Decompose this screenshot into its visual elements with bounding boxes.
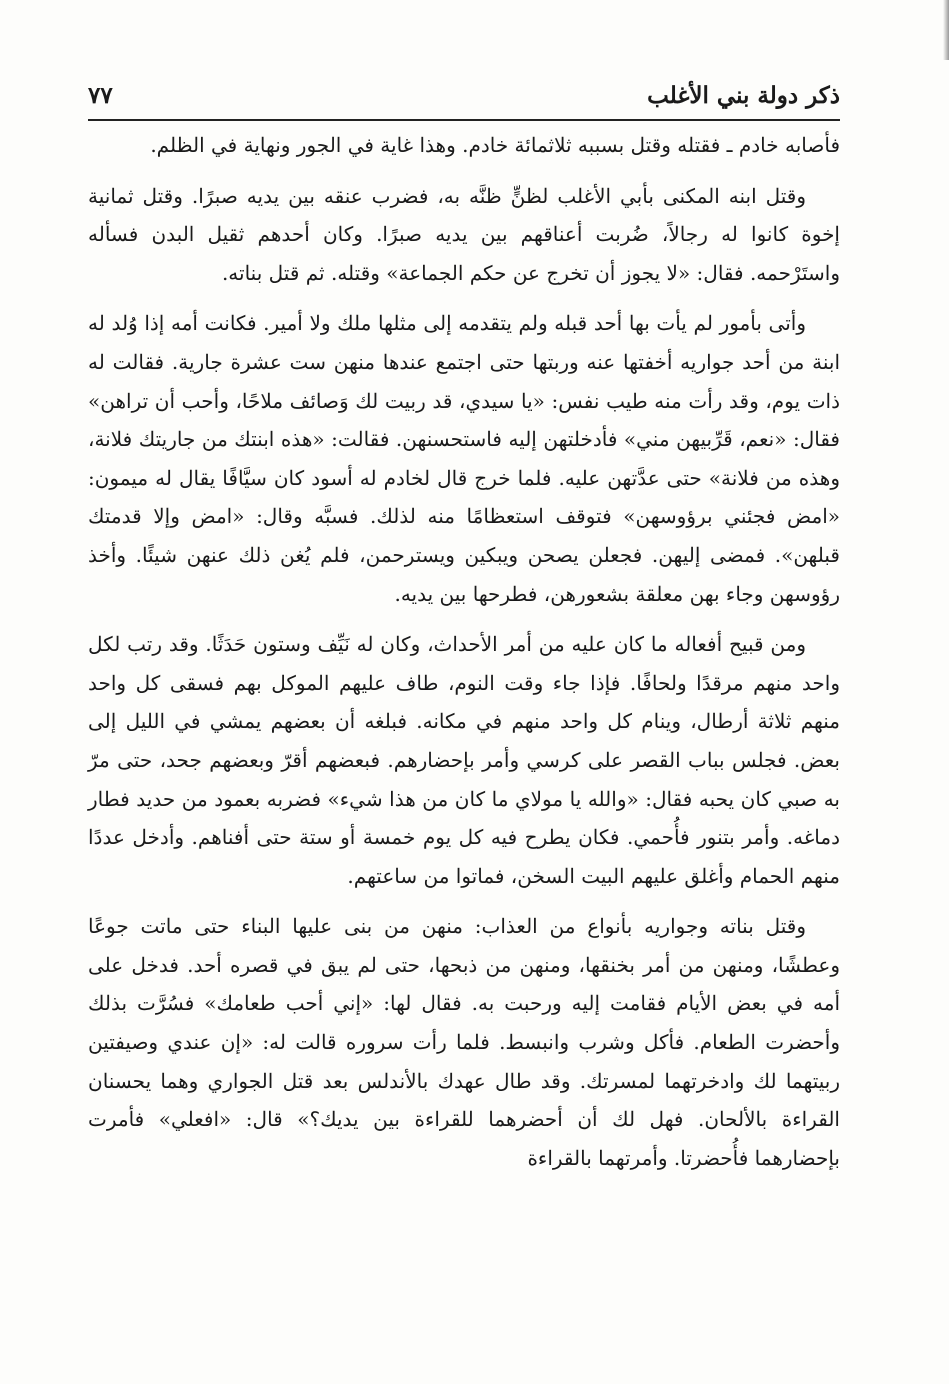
paragraph: وقتل بناته وجواريه بأنواع من العذاب: منهن من بنى عليها البناء حتى ماتت جوعًا وعطشًا، ومنهن من أمر بخنقها، ومنهن من ذبحها، حتى لم يبق في قصره أحد. فدخل على أمه في بعض الأيام فقامت إليه ورحبت به. فقال لها: «إني أحب طعامك» فسُرَّت بذلك وأحضرت الطعام. فأكل وشرب وانبسط. فلما رأت سروره قالت له: «إن عندي وصيفتين ربيتهما لك وادخرتهما لمسرتك. وقد طال عهدك بالأندلس بعد قتل الجواري وهما يحسنان القراءة بالألحان. فهل لك أن أحضرهما للقراءة بين يديك؟» قال: «افعلي» فأمرت بإحضارهما فأُحضرتا. وأمرتهما بالقراءة [88,914,840,1170]
paragraph-continuation: فأصابه خادم ـ فقتله وقتل بسببه ثلاثمائة خادم. وهذا غاية في الجور ونهاية في الظلم. [150,133,840,157]
scan-edge-shadow [943,0,949,60]
page-number: ٧٧ [88,82,113,109]
page-header [88,78,840,118]
paragraph: وأتى بأمور لم يأت بها أحد قبله ولم يتقدمه إلى مثلها ملك ولا أمير. فكانت أمه إذا وُلد له ابنة من أحد جواريه أخفتها عنه وربتها حتى اجتمع عندها منهن ست عشرة جارية. فقالت له ذات يوم، وقد رأت منه طيب نفس: «يا سيدي، قد ربيت لك وَصائف ملاحًا، وأحب أن تراهن» فقال: «نعم، قَرِّبيهن مني» فأدخلتهن إليه فاستحسنهن. فقالت: «هذه ابنتك من جاريتك فلانة، وهذه من فلانة» حتى عدَّتهن عليه. فلما خرج قال لخادم له أسود كان سيَّافًا يقال له ميمون: «امض فجئني برؤوسهن» فتوقف استعظامًا منه لذلك. فسبَّه وقال: «امض وإلا قدمتك قبلهن». فمضى إليهن. فجعلن يصحن ويبكين ويسترحمن، فلم يُغن ذلك عنهن شيئًا. وأخذ رؤوسهن وجاء بهن معلقة بشعورهن، فطرحها بين يديه. [88,311,840,606]
running-title: ذكر دولة بني الأغلب [647,82,840,109]
paragraph: ومن قبيح أفعاله ما كان عليه من أمر الأحداث، وكان له نَيِّف وستون حَدَثًا. وقد رتب لكل واحد منهم مرقدًا ولحافًا. فإذا جاء وقت النوم، طاف عليهم الموكل بهم فسقى كل واحد منهم ثلاثة أرطال، وينام كل واحد منهم في مكانه. فبلغه أن بعضهم يمشي في الليل إلى بعض. فجلس بباب القصر على كرسي وأمر بإحضارهم. فبعضهم أقرّ وبعضهم جحد، حتى مرّ به صبي كان يحبه فقال: «والله يا مولاي ما كان من هذا شيء» فضربه بعمود من حديد فطار دماغه. وأمر بتنور فأُحمي. فكان يطرح فيه كل يوم خمسة أو ستة حتى أفناهم. وأدخل عددًا منهم الحمام وأغلق عليهم البيت السخن، فماتوا من ساعتهم. [88,632,841,888]
paragraph: وقتل ابنه المكنى بأبي الأغلب لظنٍّ ظنَّه به، فضرب عنقه بين يديه صبرًا. وقتل ثمانية إخوة كانوا له رجالاً، ضُربت أعناقهم بين يديه صبرًا. وكان أحدهم ثقيل البدن فسأله واستَرْحمه. فقال: «لا يجوز أن تخرج عن حكم الجماعة» وقتله. ثم قتل بناته. [88,183,840,285]
header-rule [88,119,840,121]
body-text [88,126,840,1189]
